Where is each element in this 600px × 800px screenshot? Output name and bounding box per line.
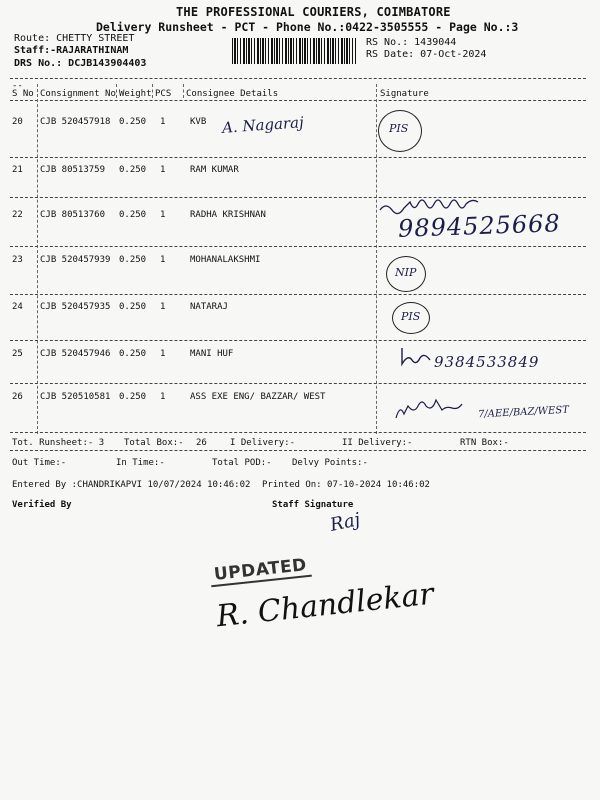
updated-stamp: UPDATED <box>209 555 312 587</box>
route: Route: CHETTY STREET <box>14 33 135 44</box>
col-pcs: PCS <box>155 89 172 99</box>
row-consignment: CJB 520510581 <box>40 392 111 402</box>
total-pod: Total POD:- <box>212 458 272 468</box>
row-consignment: CJB 520457935 <box>40 302 111 312</box>
row-weight: 0.250 <box>119 302 147 312</box>
second-delivery: II Delivery:- <box>342 438 413 448</box>
row-consignee: MANI HUF <box>190 349 234 359</box>
row-weight: 0.250 <box>119 349 147 359</box>
row-consignment: CJB 520457939 <box>40 255 111 265</box>
column-separator <box>152 84 153 98</box>
updater-signature: R. Chandlekar <box>214 576 436 635</box>
receiver-phone: 9894525668 <box>397 209 562 243</box>
out-time: Out Time:- <box>12 458 67 468</box>
row-consignee: ASS EXE ENG/ BAZZAR/ WEST <box>190 392 326 402</box>
row-consignment: CJB 520457946 <box>40 349 111 359</box>
col-consignee: Consignee Details <box>186 89 279 99</box>
entered-by: Entered By :CHANDRIKAPVI 10/07/2024 10:46:02 <box>12 480 251 490</box>
divider <box>10 100 586 101</box>
row-divider <box>10 432 586 433</box>
row-pcs: 1 <box>160 117 166 127</box>
row-weight: 0.250 <box>119 255 147 265</box>
delivery-stamp-circle <box>378 110 422 152</box>
divider <box>10 78 586 79</box>
row-consignment: CJB 520457918 <box>40 117 111 127</box>
divider <box>10 450 586 451</box>
circle-text: NIP <box>395 266 417 279</box>
total-box-label: Total Box:- <box>124 438 184 448</box>
row-weight: 0.250 <box>119 117 147 127</box>
first-delivery: I Delivery:- <box>230 438 296 448</box>
row-divider <box>10 383 586 384</box>
row-pcs: 1 <box>160 302 166 312</box>
printed-on: Printed On: 07-10-2024 10:46:02 <box>262 480 430 490</box>
staff: Staff:-RAJARATHINAM <box>14 45 129 56</box>
row-sno: 24 <box>12 302 23 312</box>
runsheet-title: Delivery Runsheet - PCT - Phone No.:0422-3505555 - Page No.:3 <box>96 20 519 34</box>
verified-by: Verified By <box>12 500 72 510</box>
row-sno: 20 <box>12 117 23 127</box>
row-divider <box>10 294 586 295</box>
row-sno: 23 <box>12 255 23 265</box>
total-runsheet: Tot. Runsheet:- 3 <box>12 438 105 448</box>
column-separator <box>183 84 184 98</box>
row-pcs: 1 <box>160 165 166 175</box>
row-pcs: 1 <box>160 349 166 359</box>
staff-signature-label: Staff Signature <box>272 500 354 510</box>
company-name: THE PROFESSIONAL COURIERS, COIMBATORE <box>176 5 451 19</box>
col-weight: Weight <box>119 89 152 99</box>
drs-number: DRS No.: DCJB143904403 <box>14 58 147 69</box>
total-box-value: 26 <box>196 438 207 448</box>
row-weight: 0.250 <box>119 392 147 402</box>
column-separator <box>37 84 38 434</box>
in-time: In Time:- <box>116 458 165 468</box>
header-cell: -- <box>12 81 23 91</box>
row-consignee: NATARAJ <box>190 302 228 312</box>
row-consignee: RADHA KRISHNAN <box>190 210 266 220</box>
row-sno: 21 <box>12 165 23 175</box>
delivery-points: Delvy Points:- <box>292 458 368 468</box>
delivery-stamp-circle <box>392 302 430 334</box>
row-sno: 22 <box>12 210 23 220</box>
row-weight: 0.250 <box>119 210 147 220</box>
handwritten-note: 7/AEE/BAZ/WEST <box>477 404 570 421</box>
column-separator <box>116 84 117 98</box>
circle-text: PIS <box>389 122 409 135</box>
row-consignment: CJB 80513759 <box>40 165 106 175</box>
row-sno: 26 <box>12 392 23 402</box>
row-consignee: KVB <box>190 117 207 127</box>
staff-signature: Raj <box>328 509 363 536</box>
rs-number: RS No.: 1439044 <box>366 37 457 48</box>
signature-scribble <box>392 396 472 426</box>
row-sno: 25 <box>12 349 23 359</box>
row-consignment: CJB 80513760 <box>40 210 106 220</box>
circle-text: PIS <box>401 310 421 323</box>
column-separator <box>376 84 377 434</box>
row-divider <box>10 157 586 158</box>
rs-date: RS Date: 07-Oct-2024 <box>366 49 487 60</box>
receiver-phone: 9384533849 <box>434 353 540 371</box>
row-pcs: 1 <box>160 392 166 402</box>
row-consignee: MOHANALAKSHMI <box>190 255 261 265</box>
row-pcs: 1 <box>160 210 166 220</box>
row-divider <box>10 340 586 341</box>
barcode <box>232 38 356 64</box>
row-consignee: RAM KUMAR <box>190 165 239 175</box>
row-divider <box>10 246 586 247</box>
return-box: RTN Box:- <box>460 438 509 448</box>
row-weight: 0.250 <box>119 165 147 175</box>
col-sno: S No <box>12 89 34 99</box>
signature-scribble <box>398 346 432 368</box>
col-consignment: Consignment No <box>40 89 116 99</box>
col-signature: Signature <box>380 89 429 99</box>
receiver-signature: A. Nagaraj <box>221 113 305 137</box>
delivery-stamp-circle <box>386 256 426 292</box>
row-pcs: 1 <box>160 255 166 265</box>
